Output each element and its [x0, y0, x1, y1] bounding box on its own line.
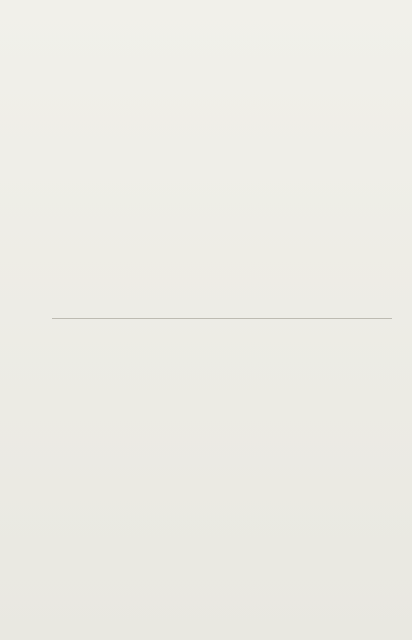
body-text-top — [52, 18, 392, 308]
body-text-bottom — [52, 338, 392, 618]
divider — [52, 318, 392, 319]
